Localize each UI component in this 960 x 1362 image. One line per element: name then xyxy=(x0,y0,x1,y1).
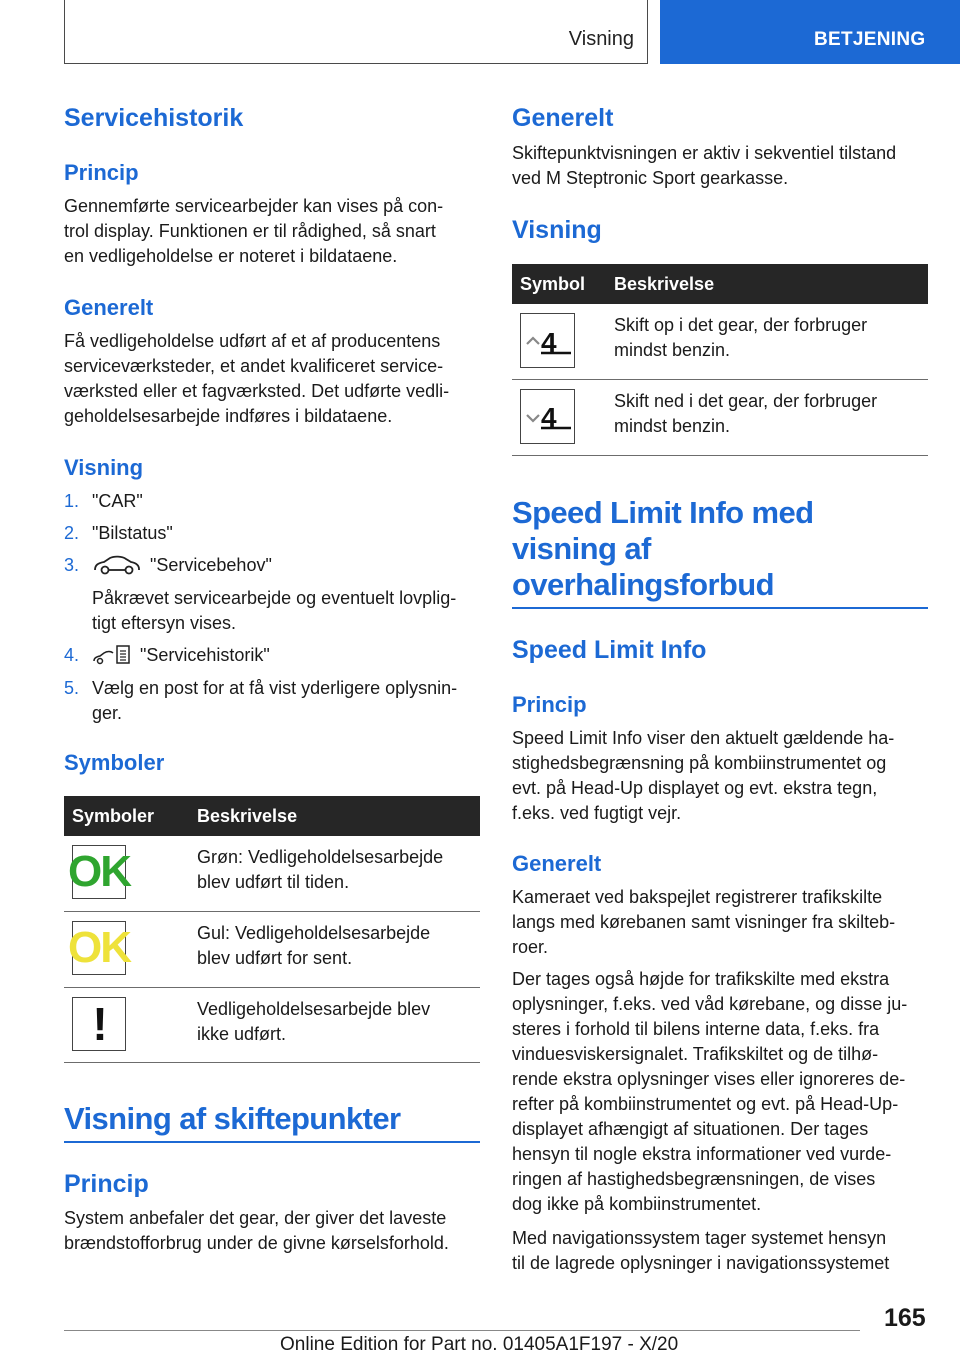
text-line: Grøn: Vedligeholdelsesarbejde xyxy=(197,847,444,867)
table-header-cell: Symbol xyxy=(512,264,606,304)
icon-glyph: OK xyxy=(68,922,130,972)
text-line: værksted eller et fagværksted. Det udførte vedli‐ xyxy=(64,381,450,401)
text-line: System anbefaler det gear, der giver det laveste xyxy=(64,1208,447,1228)
visning-heading-right: Visning xyxy=(512,216,602,244)
text-line: dog ikke på kombiinstrumentet. xyxy=(512,1194,762,1214)
text-line: ringen af hastighedsbegrænsningen, de vises xyxy=(512,1169,876,1189)
skift-princip-heading: Princip xyxy=(64,1170,149,1198)
svg-text:4: 4 xyxy=(540,326,557,356)
symboler-heading: Symboler xyxy=(64,750,165,775)
speed-limit-title xyxy=(512,495,813,603)
footer-rule xyxy=(64,1330,860,1331)
text-line: mindst benzin. xyxy=(614,415,731,436)
text-line: brændstofforbrug under de givne kørselsforhold. xyxy=(64,1233,449,1253)
list-number: 4. xyxy=(64,645,80,665)
icon-glyph: ! xyxy=(92,997,106,1050)
sli-princip-paragraph xyxy=(512,726,894,826)
text-line: Skiftepunktvisningen er aktiv i sekventiel tilstand xyxy=(512,143,897,163)
table-header-row xyxy=(64,796,480,836)
text-line: blev udført for sent. xyxy=(197,947,353,968)
header-section-title: Visning xyxy=(568,28,634,50)
sli-generelt-paragraph-1 xyxy=(512,885,895,960)
visning-heading: Visning xyxy=(64,455,144,480)
text-line: steres i forhold til bilens interne data, f.eks. fra xyxy=(512,1019,880,1039)
list-number: 1. xyxy=(64,491,80,511)
table-row xyxy=(64,836,480,911)
table-header-cell: Beskrivelse xyxy=(189,796,480,836)
list-text: "CAR" xyxy=(92,491,143,511)
title-rule xyxy=(64,1141,480,1143)
ok-yellow-icon xyxy=(68,921,130,975)
text-line: Gul: Vedligeholdelsesarbejde xyxy=(197,922,431,943)
text-line: stighedsbegrænsning på kombiinstrumentet og xyxy=(512,753,887,773)
text-line: en vedligeholdelse er noteret i bildataene. xyxy=(64,246,398,266)
shift-down-4-icon xyxy=(520,389,575,444)
list-text: "Servicehistorik" xyxy=(140,645,270,665)
page-number: 165 xyxy=(884,1304,926,1332)
sli-generelt-paragraph-3 xyxy=(512,1226,889,1276)
text-line: f.eks. ved fugtigt vejr. xyxy=(512,803,682,823)
generelt-paragraph-right xyxy=(512,141,896,191)
symbol-cell xyxy=(512,304,606,379)
text-line: Vedligeholdelsesarbejde blev xyxy=(197,998,431,1019)
description-cell xyxy=(606,379,928,455)
text-line: Få vedligeholdelse udført af et af producentens xyxy=(64,331,441,351)
text-line: evt. på Head-Up displayet og evt. ekstra tegn, xyxy=(512,778,878,798)
text-line: Der tages også højde for trafikskilte med ekstra xyxy=(512,969,890,989)
generelt-paragraph xyxy=(64,329,449,429)
service-history-icon xyxy=(92,643,132,674)
text-line: mindst benzin. xyxy=(614,340,731,360)
text-line: oplysninger, f.eks. ved våd kørebane, og disse ju‐ xyxy=(512,994,908,1014)
text-line: Gennemførte servicearbejder kan vises på con‐ xyxy=(64,196,444,216)
header-chapter-tab xyxy=(660,0,960,64)
table-row xyxy=(64,987,480,1062)
list-text xyxy=(92,676,457,726)
text-line: vinduesviskersignalet. Trafikskiltet og de tilhø‐ xyxy=(512,1044,879,1064)
speed-limit-info-heading: Speed Limit Info xyxy=(512,636,707,664)
text-line: Vælg en post for at få vist yderligere oplysnin‐ xyxy=(92,678,458,698)
list-number: 3. xyxy=(64,555,80,575)
text-line: Kameraet ved bakspejlet registrerer trafikskilte xyxy=(512,887,883,907)
car-icon xyxy=(92,554,142,583)
list-number: 2. xyxy=(64,523,80,543)
princip-heading: Princip xyxy=(64,160,139,185)
text-line: ger. xyxy=(92,703,123,723)
generelt-heading-right: Generelt xyxy=(512,104,614,132)
text-line: til de lagrede oplysninger i navigationssystemet xyxy=(512,1253,890,1273)
generelt-heading: Generelt xyxy=(64,295,154,320)
text-line: Skift ned i det gear, der forbruger xyxy=(614,390,878,411)
title-line: visning af xyxy=(512,531,651,566)
list-sub-paragraph xyxy=(92,586,456,636)
description-cell xyxy=(189,987,480,1062)
table-row xyxy=(512,304,928,379)
text-line: roer. xyxy=(512,937,549,957)
symbol-cell xyxy=(512,379,606,455)
skiftepunkter-title: Visning af skiftepunkter xyxy=(64,1101,401,1136)
table-row xyxy=(64,911,480,987)
ok-green-icon xyxy=(68,845,130,899)
symboler-table xyxy=(64,796,480,1063)
text-line: trol display. Funktionen er til rådighed, så snart xyxy=(64,221,436,241)
header-section-box xyxy=(64,0,648,64)
text-line: langs med kørebanen samt visninger fra skilteb‐ xyxy=(512,912,896,932)
servicehistorik-heading: Servicehistorik xyxy=(64,104,244,132)
table-header-cell: Beskrivelse xyxy=(606,264,928,304)
text-line: refter på kombiinstrumentet og evt. på Head-Up- xyxy=(512,1094,899,1114)
text-line: serviceværksteder, et andet kvalificeret service‐ xyxy=(64,356,444,376)
title-line: Speed Limit Info med xyxy=(512,495,814,530)
symbol-cell xyxy=(64,836,189,911)
title-line: overhalingsforbud xyxy=(512,567,774,602)
table-row xyxy=(512,379,928,455)
header-chapter-title: BETJENING xyxy=(814,29,926,50)
princip-paragraph xyxy=(64,194,443,269)
shift-up-4-icon xyxy=(520,313,575,368)
visning-table xyxy=(512,264,928,456)
text-line: hensyn til nogle ekstra informationer ved vurde‐ xyxy=(512,1144,892,1164)
list-number: 5. xyxy=(64,678,80,698)
text-line: Skift op i det gear, der forbruger xyxy=(614,315,868,335)
text-line: ikke udført. xyxy=(197,1023,287,1044)
text-line: Med navigationssystem tager systemet hensyn xyxy=(512,1228,887,1248)
table-header-row xyxy=(512,264,928,304)
svg-text:4: 4 xyxy=(540,402,557,431)
footer-edition: Online Edition for Part no. 01405A1F197 - X/20 xyxy=(280,1334,679,1355)
text-line: Påkrævet servicearbejde og eventuelt lovplig‐ xyxy=(92,588,457,608)
list-text: "Bilstatus" xyxy=(92,523,173,543)
description-cell xyxy=(606,304,928,379)
text-line: ved M Steptronic Sport gearkasse. xyxy=(512,168,789,188)
text-line: rende ekstra oplysninger vises eller ignoreres de‐ xyxy=(512,1069,906,1089)
title-rule xyxy=(512,607,928,609)
text-line: tigt eftersyn vises. xyxy=(92,613,237,633)
symbol-cell xyxy=(64,987,189,1062)
skift-princip-paragraph xyxy=(64,1206,449,1256)
text-line: displayet afhængigt af situationen. Der tages xyxy=(512,1119,869,1139)
list-text: "Servicebehov" xyxy=(150,555,272,575)
description-cell xyxy=(189,911,480,987)
exclamation-icon xyxy=(72,997,126,1051)
sli-generelt-heading: Generelt xyxy=(512,851,602,876)
sli-princip-heading: Princip xyxy=(512,692,587,717)
icon-glyph: OK xyxy=(68,847,130,896)
text-line: blev udført til tiden. xyxy=(197,872,350,892)
text-line: Speed Limit Info viser den aktuelt gældende ha‐ xyxy=(512,728,895,748)
sli-generelt-paragraph-2 xyxy=(512,967,907,1217)
table-header-cell: Symboler xyxy=(64,796,189,836)
symbol-cell xyxy=(64,911,189,987)
text-line: geholdelsesarbejde indføres i bildataene. xyxy=(64,406,393,426)
description-cell xyxy=(189,836,480,911)
